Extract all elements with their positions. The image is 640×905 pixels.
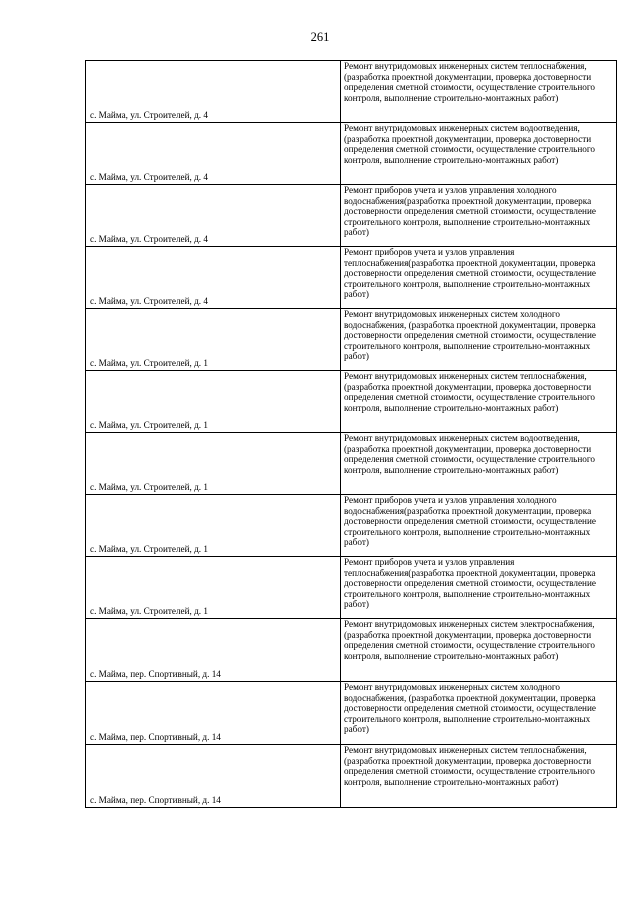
address-cell: с. Майма, ул. Строителей, д. 4 (86, 247, 341, 309)
address-cell: с. Майма, ул. Строителей, д. 1 (86, 557, 341, 619)
table-row (86, 619, 617, 682)
address-cell: с. Майма, ул. Строителей, д. 1 (86, 309, 341, 371)
work-description-cell: Ремонт приборов учета и узлов управления холодного водоснабжения(разработка проектной документации, проверка достоверности определения сметной стоимости, осуществление строительного контроля, выполнение строительно-монтажных работ) (341, 495, 617, 557)
table-row (86, 247, 617, 309)
address-cell: с. Майма, ул. Строителей, д. 1 (86, 371, 341, 433)
address-cell: с. Майма, ул. Строителей, д. 4 (86, 185, 341, 247)
address-cell: с. Майма, ул. Строителей, д. 4 (86, 61, 341, 123)
table-row (86, 495, 617, 557)
work-description-cell: Ремонт внутридомовых инженерных систем электроснабжения, (разработка проектной документации, проверка достоверности определения сметной стоимости, осуществление строительного контроля, выполнение строительно-монтажных работ) (341, 619, 617, 682)
table-row (86, 61, 617, 123)
work-description-cell: Ремонт приборов учета и узлов управления теплоснабжения(разработка проектной документации, проверка достоверности определения сметной стоимости, осуществление строительного контроля, выполнение строительно-монтажных работ) (341, 247, 617, 309)
page-number: 261 (310, 30, 330, 44)
work-description-cell: Ремонт внутридомовых инженерных систем теплоснабжения, (разработка проектной документации, проверка достоверности определения сметной стоимости, осуществление строительного контроля, выполнение строительно-монтажных работ) (341, 61, 617, 123)
work-description-cell: Ремонт приборов учета и узлов управления теплоснабжения(разработка проектной документации, проверка достоверности определения сметной стоимости, осуществление строительного контроля, выполнение строительно-монтажных работ) (341, 557, 617, 619)
table-row (86, 682, 617, 745)
work-description-cell: Ремонт внутридомовых инженерных систем холодного водоснабжения, (разработка проектной документации, проверка достоверности определения сметной стоимости, осуществление строительного контроля, выполнение строительно-монтажных работ) (341, 309, 617, 371)
work-description-cell: Ремонт внутридомовых инженерных систем водоотведения, (разработка проектной документации, проверка достоверности определения сметной стоимости, осуществление строительного контроля, выполнение строительно-монтажных работ) (341, 123, 617, 185)
work-description-cell: Ремонт внутридомовых инженерных систем водоотведения, (разработка проектной документации, проверка достоверности определения сметной стоимости, осуществление строительного контроля, выполнение строительно-монтажных работ) (341, 433, 617, 495)
address-cell: с. Майма, пер. Спортивный, д. 14 (86, 745, 341, 808)
table-row (86, 123, 617, 185)
work-description-cell: Ремонт приборов учета и узлов управления холодного водоснабжения(разработка проектной документации, проверка достоверности определения сметной стоимости, осуществление строительного контроля, выполнение строительно-монтажных работ) (341, 185, 617, 247)
address-cell: с. Майма, ул. Строителей, д. 1 (86, 495, 341, 557)
address-cell: с. Майма, пер. Спортивный, д. 14 (86, 619, 341, 682)
works-table (85, 60, 617, 808)
work-description-cell: Ремонт внутридомовых инженерных систем теплоснабжения, (разработка проектной документации, проверка достоверности определения сметной стоимости, осуществление строительного контроля, выполнение строительно-монтажных работ) (341, 371, 617, 433)
address-cell: с. Майма, ул. Строителей, д. 1 (86, 433, 341, 495)
table-row (86, 371, 617, 433)
table-row (86, 557, 617, 619)
table-row (86, 185, 617, 247)
address-cell: с. Майма, пер. Спортивный, д. 14 (86, 682, 341, 745)
work-description-cell: Ремонт внутридомовых инженерных систем теплоснабжения, (разработка проектной документации, проверка достоверности определения сметной стоимости, осуществление строительного контроля, выполнение строительно-монтажных работ) (341, 745, 617, 808)
work-description-cell: Ремонт внутридомовых инженерных систем холодного водоснабжения, (разработка проектной документации, проверка достоверности определения сметной стоимости, осуществление строительного контроля, выполнение строительно-монтажных работ) (341, 682, 617, 745)
table-row (86, 433, 617, 495)
table-row (86, 745, 617, 808)
address-cell: с. Майма, ул. Строителей, д. 4 (86, 123, 341, 185)
table-row (86, 309, 617, 371)
